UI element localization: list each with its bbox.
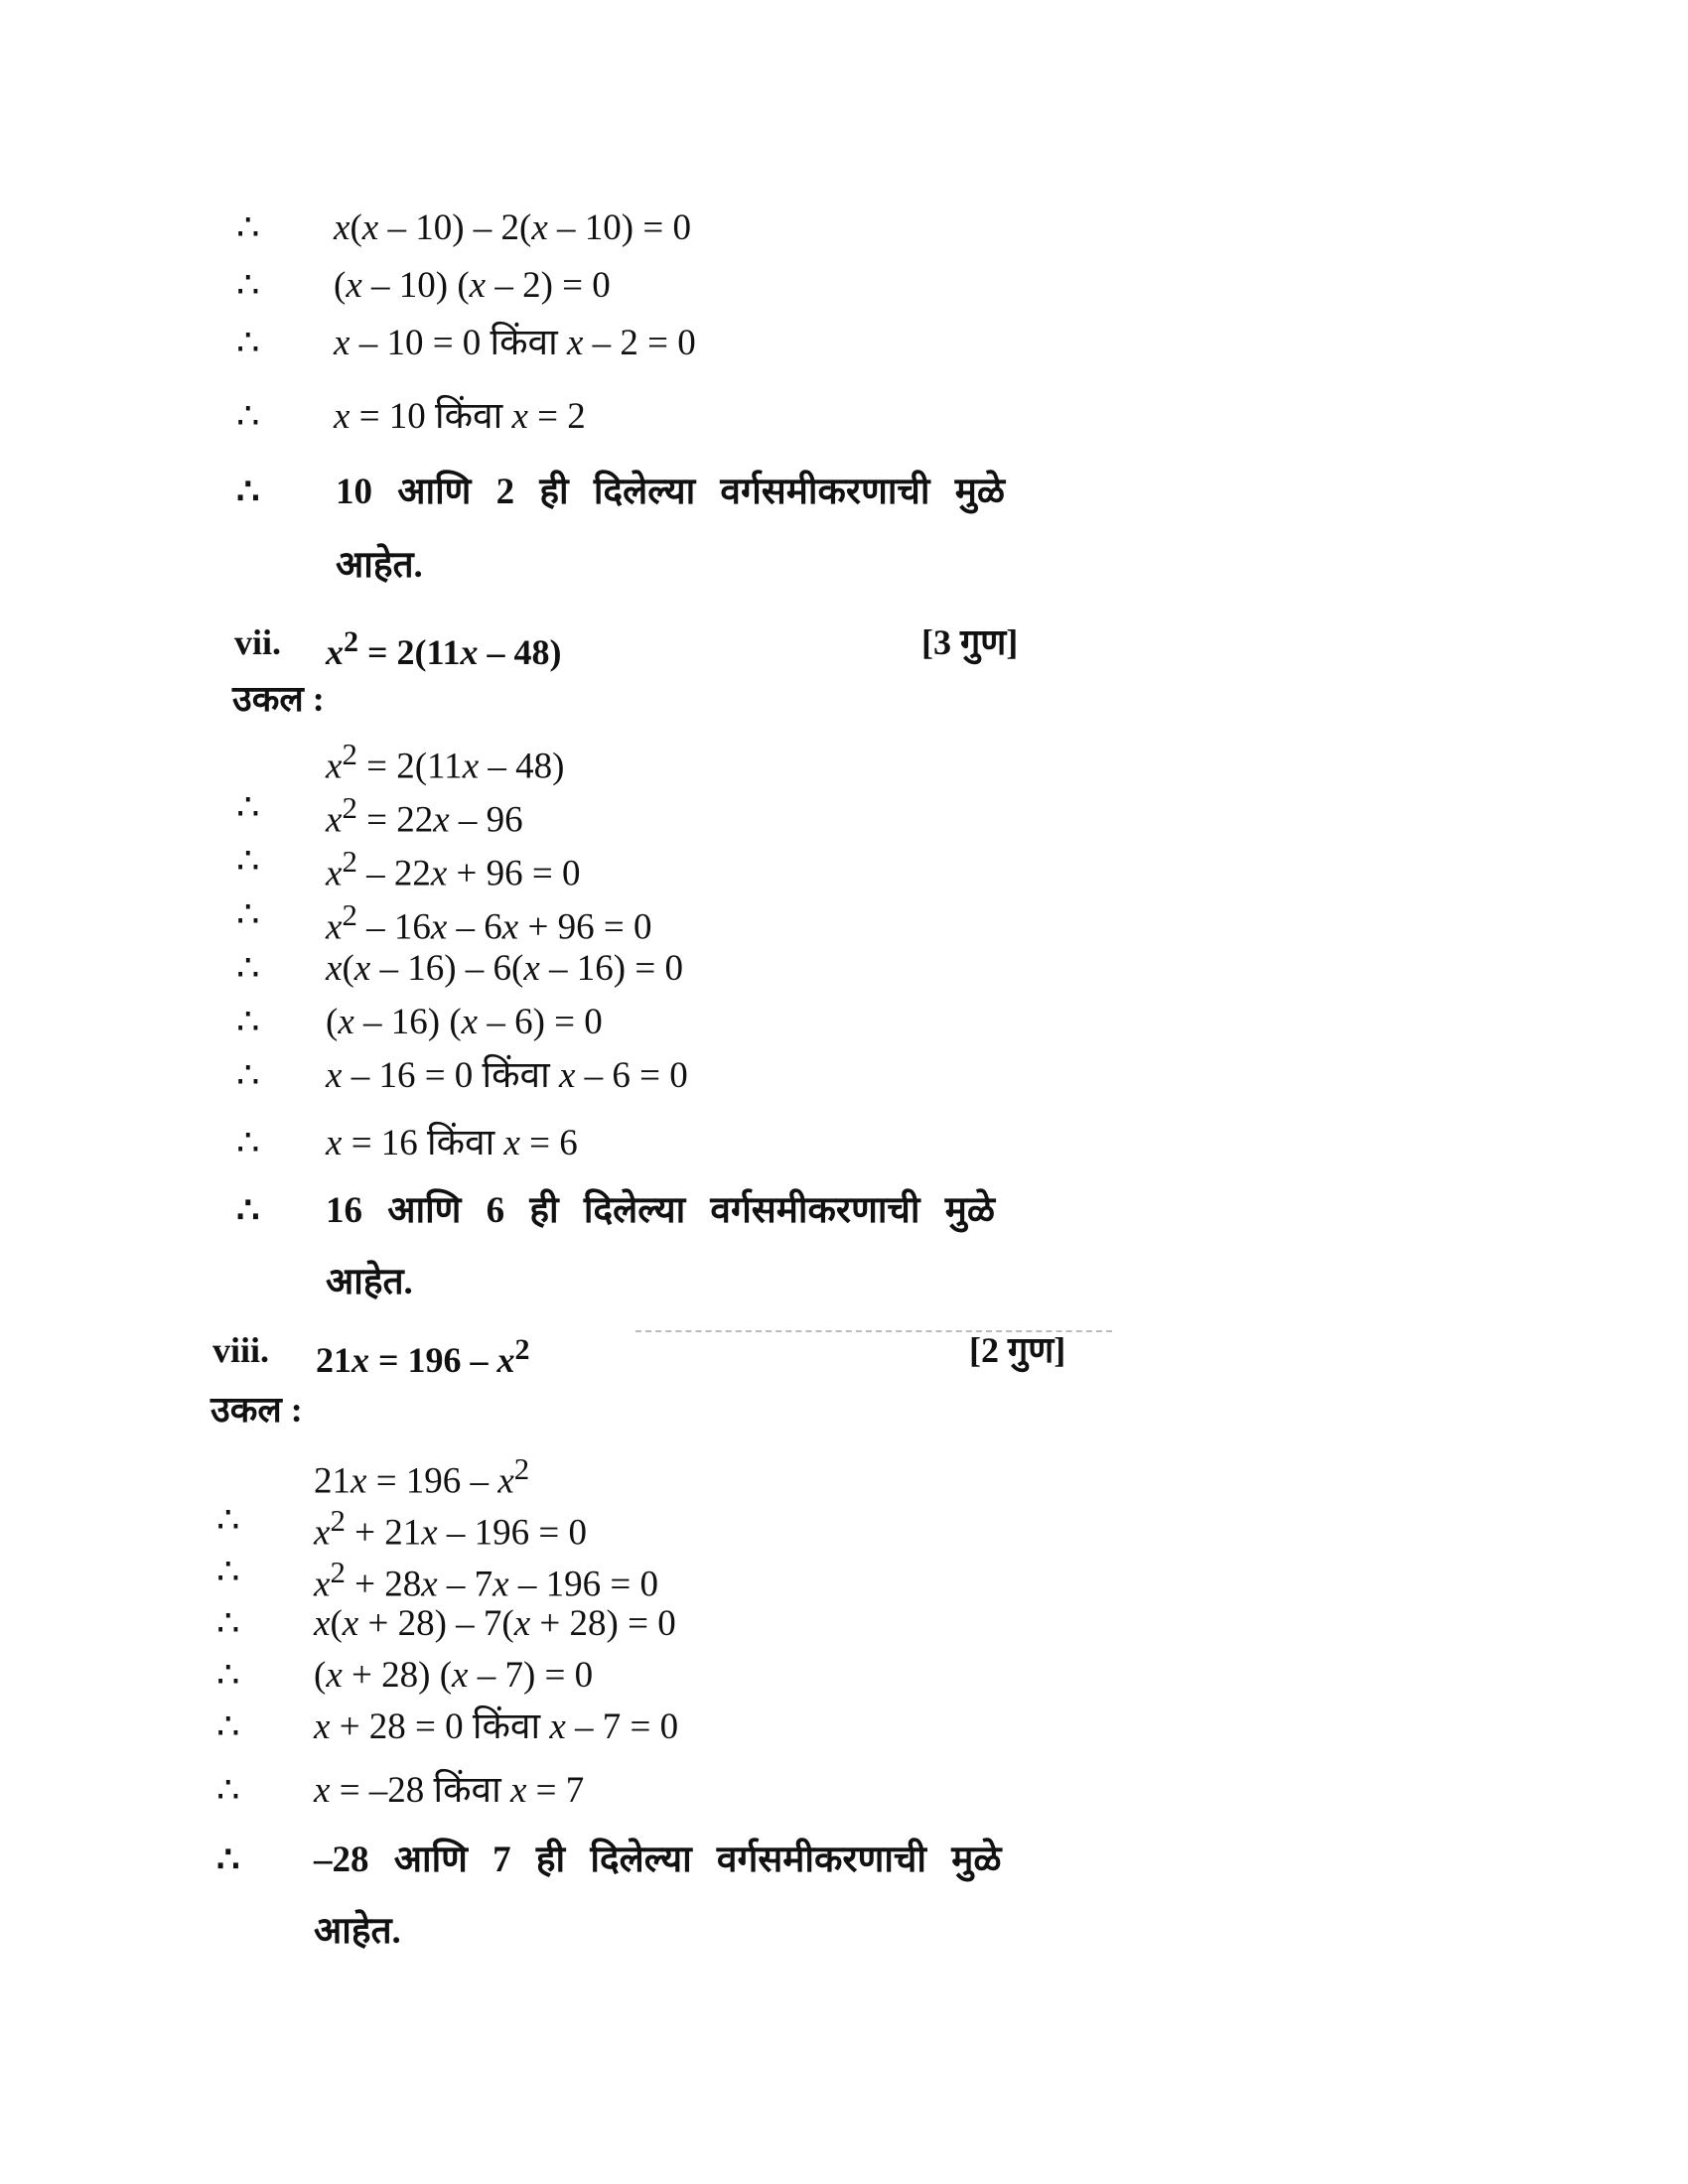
equation: x + 28 = 0 किंवा x – 7 = 0 <box>314 1706 679 1747</box>
conclusion-text: 16 आणि 6 ही दिलेल्या वर्गसमीकरणाची मुळे <box>326 1190 995 1231</box>
equation: x – 16 = 0 किंवा x – 6 = 0 <box>326 1055 688 1096</box>
equation: $x^2 - 22x + 96 = 0$ <box>326 845 581 894</box>
equation: $21x = 196 - x^2$ <box>314 1452 530 1502</box>
equation: x(x – 10) – 2(x – 10) = 0 <box>334 207 691 248</box>
question-number: vii. <box>234 622 282 662</box>
equation: $x^2 - 16x - 6x + 96 = 0$ <box>326 898 652 948</box>
therefore-symbol: ∴ <box>236 1002 260 1042</box>
question-number: viii. <box>212 1330 270 1370</box>
therefore-symbol: ∴ <box>216 1603 240 1644</box>
therefore-symbol: ∴ <box>236 948 260 989</box>
therefore-symbol: ∴ <box>216 1552 240 1592</box>
therefore-symbol: ∴ <box>216 1770 240 1811</box>
question-equation: $21x = 196 - x^2$ <box>316 1333 530 1380</box>
therefore-symbol: ∴ <box>236 323 260 363</box>
therefore-symbol: ∴ <box>236 841 260 882</box>
equation: x = –28 किंवा x = 7 <box>314 1770 585 1811</box>
therefore-symbol: ∴ <box>236 787 260 828</box>
marks-label: [3 गुण] <box>921 622 1019 662</box>
marks-label: [2 गुण] <box>969 1330 1066 1370</box>
conclusion-text: –28 आणि 7 ही दिलेल्या वर्गसमीकरणाची मुळे <box>314 1840 1002 1880</box>
therefore-symbol: ∴ <box>236 1123 260 1163</box>
equation: (x – 16) (x – 6) = 0 <box>326 1002 603 1042</box>
equation: (x + 28) (x – 7) = 0 <box>314 1655 594 1696</box>
equation: (x – 10) (x – 2) = 0 <box>334 265 611 306</box>
equation: x – 10 = 0 किंवा x – 2 = 0 <box>334 323 696 363</box>
therefore-symbol: ∴ <box>216 1706 240 1747</box>
equation: x = 10 किंवा x = 2 <box>334 396 586 437</box>
equation: $x^2 = 22x - 96$ <box>326 791 523 841</box>
solution-label: उकल : <box>211 1390 303 1430</box>
equation: x = 16 किंवा x = 6 <box>326 1123 578 1163</box>
conclusion-text: 10 आणि 2 ही दिलेल्या वर्गसमीकरणाची मुळे <box>336 472 1005 512</box>
therefore-symbol: ∴ <box>236 1055 260 1096</box>
therefore-symbol: ∴ <box>216 1655 240 1696</box>
equation: $x^2 = 2(11x - 48)$ <box>326 738 565 787</box>
therefore-symbol: ∴ <box>236 207 260 248</box>
therefore-symbol: ∴ <box>236 894 260 935</box>
therefore-symbol: ∴ <box>236 472 260 512</box>
conclusion-text: आहेत. <box>326 1262 413 1302</box>
equation: x(x + 28) – 7(x + 28) = 0 <box>314 1603 676 1644</box>
therefore-symbol: ∴ <box>236 265 260 306</box>
conclusion-text: आहेत. <box>314 1911 401 1952</box>
question-equation: $x^2 = 2(11x - 48)$ <box>326 625 562 672</box>
solution-label: उकल : <box>232 679 325 719</box>
equation: $x^2 + 21x - 196 = 0$ <box>314 1504 588 1554</box>
conclusion-text: आहेत. <box>336 545 423 586</box>
therefore-symbol: ∴ <box>216 1500 240 1541</box>
therefore-symbol: ∴ <box>236 396 260 437</box>
therefore-symbol: ∴ <box>236 1190 260 1231</box>
therefore-symbol: ∴ <box>216 1840 240 1880</box>
equation: x(x – 16) – 6(x – 16) = 0 <box>326 948 683 989</box>
equation: $x^2 + 28x - 7x - 196 = 0$ <box>314 1556 658 1605</box>
